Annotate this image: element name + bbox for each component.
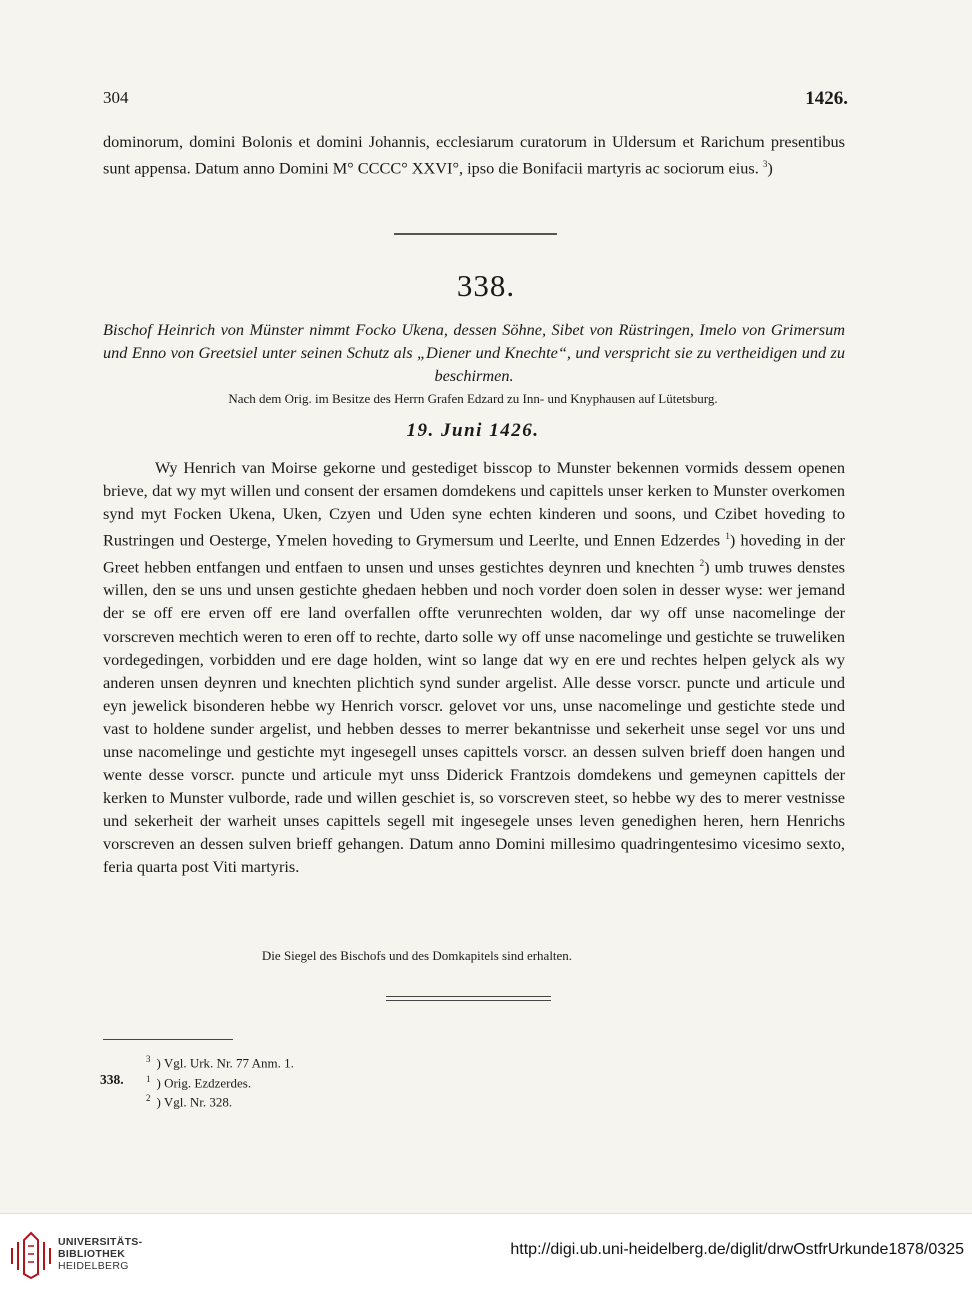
section-divider	[394, 233, 557, 235]
footnote-rule	[103, 1039, 233, 1040]
document-date: 19. Juni 1426.	[406, 420, 540, 441]
intro-text: dominorum, domini Bolonis et domini Johannis, ecclesiarum curatorum in Uldersum et Rarichum presentibus sunt appensa. Datum anno Domini M° CCCC° XXVI°, ipso die Bonifacii martyris ac sociorum eius.	[103, 132, 845, 178]
library-footer	[0, 1213, 972, 1290]
library-name-line: HEIDELBERG	[58, 1260, 129, 1272]
document-number: 338.	[456, 268, 516, 303]
document-body	[103, 456, 845, 879]
body-part-3: ) umb truwes denstes willen, den se uns und unsen gestichte ghedaen hebben und noch vorder doen solen in desser wyse: wer jemand der se off ere erven off ere land overfallen offte verunrechten wolden, dar wy off unse nacomelinge der vorscreven mechtich weren to eren off to rechte, darto solle wy off unse nacomelinge und gestichte se truweliken vordegedingen, vorbidden und ere dage holden, wint so lange dat wy en ere und rechtes helpen gelyck als wy anderen unsen deynren und knechten plichtich synd sunder argelist. Alle desse vorscr. puncte und articule und eyn jewelick bisonderen hebbe wy Henrich vorscr. gelovet vor uns, unse nacomelinge und gestichte stede und vast to holdene sunder argelist, und hebben desses to merrer bekantnisse und sekerheit unse segel vor uns und unse nacomelinge und gestichte myt ingesegell unses capittels vorscr. an dessen sulven brieff doen hangen und wente desse vorscr. puncte und articule myt unss Diderick Frantzois domdekens und gemeynen capittels der kerken to Munster vulborde, rade und willen geschiet is, so vorscreven steet, so hebbe wy des to merer vestnisse und sekerheit der warheit unses capittels segell mit ingesegele unses leven genedighen heren, hern Henrichs vorscreven an dessen sulven brieff gehangen. Datum anno Domini millesimo quadringentesimo vicesimo sexto, feria quarta post Viti martyris.	[103, 557, 846, 877]
footnote-ref-2: 2	[699, 557, 705, 568]
library-name-line: BIBLIOTHEK	[58, 1248, 126, 1260]
university-seal-icon	[8, 1230, 54, 1280]
page-number: 304	[103, 88, 129, 107]
footnote-ref-1: 1	[725, 531, 730, 542]
library-name	[58, 1236, 142, 1272]
intro-paragraph	[103, 130, 845, 180]
body-part-1: Wy Henrich van Moirse gekorne und gestediget bisscop to Munster bekennen vormids dessem openen brieve, dat wy myt willen und consent der ersamen domdekens und capittels unser kerken to Munster overkomen synd myt Focken Ukena, Uken, Czyen und Uden syne echten kinderen und soons, und Czibet hoveding to Rustringen und Oesterge, Ymelen hoveding to Grymersum und Leerlte, und Ennen Edzerdes	[103, 458, 845, 550]
footnote-text: ) Vgl. Nr. 328.	[156, 1094, 233, 1110]
footnote-text: ) Orig. Ezdzerdes.	[156, 1074, 252, 1090]
permalink-url[interactable]: http://digi.ub.uni-heidelberg.de/diglit/drwOstfrUrkunde1878/0325	[510, 1241, 964, 1258]
intro-tail: )	[767, 158, 773, 178]
footnote-text: ) Vgl. Urk. Nr. 77 Anm. 1.	[156, 1055, 294, 1071]
footnote-item	[100, 1070, 294, 1090]
footnote-mark: 2	[146, 1093, 151, 1103]
document-summary: Bischof Heinrich von Münster nimmt Focko Ukena, dessen Söhne, Sibet von Rüstringen, Imelo von Grimersum und Enno von Greetsiel unter seinen Schutz als „Diener und Knechte“, und verspricht sie zu vertheidigen und zu beschirmen.	[103, 320, 845, 386]
footnote-mark: 3	[146, 1054, 151, 1064]
footnote-item	[100, 1089, 294, 1109]
footnote-ref-3: 3	[762, 159, 768, 170]
footnotes	[100, 1050, 294, 1109]
running-year: 1426.	[805, 88, 848, 109]
footnote-doc-number: 338.	[100, 1071, 124, 1087]
footnote-item	[100, 1050, 294, 1070]
end-divider	[386, 996, 551, 1001]
source-note: Nach dem Orig. im Besitze des Herrn Grafen Edzard zu Inn- und Knyphausen auf Lütetsburg.	[228, 391, 718, 406]
body-part-2: ) hoveding in der Greet hebben entfangen und entfaen to unsen und unses gestichtes deynren und knechten	[103, 530, 845, 577]
library-name-line: UNIVERSITÄTS-	[58, 1236, 143, 1248]
seals-note: Die Siegel des Bischofs und des Domkapitels sind erhalten.	[261, 948, 573, 963]
footnote-mark: 1	[146, 1073, 151, 1084]
page-header	[103, 88, 848, 110]
